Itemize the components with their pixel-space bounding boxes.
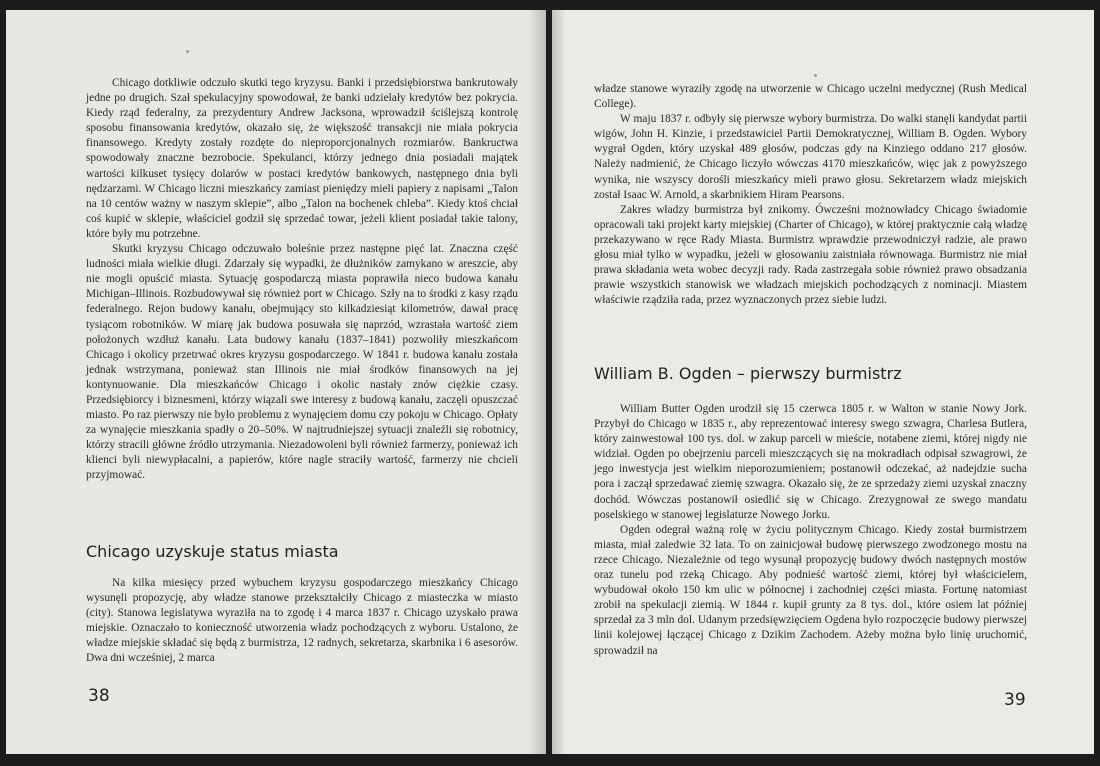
right-text-column	[594, 82, 1027, 308]
paragraph: władze stanowe wyraziły zgodę na utworzenie w Chicago uczelni medycznej (Rush Medical College).	[594, 83, 1027, 111]
right-text-column-bottom	[594, 402, 1027, 659]
speck	[186, 50, 189, 53]
gutter-shadow	[552, 10, 566, 754]
page-number: 38	[88, 686, 110, 706]
paragraph: Skutki kryzysu Chicago odczuwało boleśnie przez następne pięć lat. Znaczna część ludności miała wielkie długi. Zdarzały się wypadki, że dłużników zamykano w areszcie, aby nie mogli opuścić miasta. Sytuację gospodarczą miasta poprawiła nieco budowa kanału Michigan–Illinois. Rozbudowywał się również port w Chicago. Szły na to środki z kasy rządu federalnego. Rejon budowy kanału, obejmujący sto kilkadziesiąt kilometrów, dawał pracę tysiącom robotników. W miarę jak budowa posuwała się naprzód, wzrastała wartość ziem położonych wzdłuż kanału. Lata budowy kanału (1837–1841) pozwoliły mieszkańcom Chicago i okolicy przetrwać okres kryzysu gospodarczego. W 1841 r. budowa kanału została jednak wstrzymana, ponieważ stan Illinois nie miał środków finansowych na jej kontynuowanie. Dla mieszkańców Chicago i okolic nastały znów ciężkie czasy. Przedsiębiorcy i biznesmeni, którzy wiązali swe interesy z budową kanału, zaczęli opuszczać miasto. Po raz pierwszy nie było problemu z wynajęciem domu czy pokoju w Chicago. Opłaty za wynajęcie mieszkania spadły o 20–50%. W najtrudniejszej sytuacji znaleźli się robotnicy, którzy stracili główne źródło utrzymania. Niezadowoleni byli również farmerzy, ponieważ ich klienci byli niewypłacalni, a papierów, które nagle straciły wartość, farmerzy nie chcieli przyjmować.	[86, 243, 518, 482]
gutter-shadow	[528, 10, 546, 754]
paragraph: Chicago dotkliwie odczuło skutki tego kryzysu. Banki i przedsiębiorstwa bankrutowały jedne po drugich. Szał spekulacyjny spowodował, że banki udzielały kredytów bez pokrycia. Kiedy rząd federalny, za prezydentury Andrew Jacksona, wprowadził ściślejszą kontrolę sposobu finansowania kredytów, okazało się, że większość transakcji nie miała pokrycia finansowego. Kredyty zostały rozdęte do nieproporcjonalnych rozmiarów. Bankructwa spowodowały znaczne bezrobocie. Spekulanci, którzy jednego dnia posiadali majątek wartości kilkuset tysięcy dolarów w postaci kredytów bankowych, następnego dnia byli nędzarzami. W Chicago liczni mieszkańcy zamiast pieniędzy mieli papiery z napisami „Talon na 10 centów ważny w naszym sklepie”, albo „Talon na bochenek chleba”. Kiedy ktoś chciał coś kupić w sklepie, właściciel godził się sprzedać towar, jeżeli klient posiadał takie talony, które były mu potrzebne.	[86, 77, 518, 240]
paragraph: Zakres władzy burmistrza był znikomy. Ówcześni możnowładcy Chicago świadomie opracowali taki projekt karty miejskiej (Charter of Chicago), w której praktycznie całą władzę przekazywano w ręce Rady Miasta. Burmistrz wprawdzie przewodniczył radzie, ale prawo głosu miał tylko w wypadku, jeżeli w głosowaniu zaistniała równowaga. Burmistrz nie miał prawa składania weta wobec decyzji rady. Rada zastrzegała sobie również prawo obsadzania prawie wszystkich stanowisk we władzach miejskich pochodzących z nominacji. Miastem właściwie rządziła rada, przez wyznaczonych przez siebie ludzi.	[594, 203, 1027, 307]
paragraph: William Butter Ogden urodził się 15 czerwca 1805 r. w Walton w stanie Nowy Jork. Przybył do Chicago w 1835 r., aby reprezentować interesy swego szwagra, Charlesa Butlera, który zainwestował 100 tys. dol. w zakup parceli w mieście, notabene ziemi, której nigdy nie widział. Ogden po obejrzeniu parceli mieszczących się na mokradłach odpisał szwagrowi, że jego inwestycja jest wielkim nieporozumieniem; postanowił odczekać, aż nadejdzie sucha pora i zaczął sprzedawać ziemię szwagra. Okazało się, że ze sprzedaży ziemi uzyskał znaczny dochód. Wówczas postanowił osiedlić się w Chicago. Zrezygnował ze swego mandatu poselskiego w stanowej legislaturze Nowego Jorku.	[594, 403, 1027, 521]
paragraph: Ogden odegrał ważną rolę w życiu politycznym Chicago. Kiedy został burmistrzem miasta, miał zaledwie 32 lata. To on zainicjował budowę pierwszego zwodzonego mostu na rzece Chicago. Niezależnie od tego wysunął propozycję budowy dwóch następnych mostów oraz tunelu pod rzeką Chicago. Aby podnieść wartość ziemi, której był właścicielem, wybudował około 150 km ulic w północnej i zachodniej części miasta. Fortunę natomiast zrobił na spekulacji ziemią. W 1844 r. kupił grunty za 8 tys. dol., które osiem lat później sprzedał za 3 mln dol. Udanym przedsięwzięciem Ogdena było rozpoczęcie budowy pierwszej linii kolejowej łączącej Chicago z Dzikim Zachodem. Ażeby można było linię uruchomić, sprowadził na	[594, 523, 1027, 657]
section-heading: William B. Ogden – pierwszy burmistrz	[594, 364, 902, 383]
page-number: 39	[1004, 690, 1026, 710]
right-section	[594, 366, 1027, 381]
paragraph: Na kilka miesięcy przed wybuchem kryzysu gospodarczego mieszkańcy Chicago wysunęli propozycję, aby władze stanowe przekształciły Chicago z miasteczka w miasto (city). Stanowa legislatywa wyraziła na to zgodę i 4 marca 1837 r. Chicago uzyskało prawa miejskie. Oznaczało to konieczność utworzenia władz pochodzących z wyboru. Ustalono, że władze miejskie składać się będą z burmistrza, 12 radnych, sekretarza, skarbnika i 6 asesorów. Dwa dni wcześniej, 2 marca	[86, 577, 518, 665]
left-section	[86, 544, 518, 559]
left-text-column-bottom	[86, 576, 518, 667]
right-page	[552, 10, 1094, 754]
left-text-column	[86, 76, 518, 484]
paragraph: W maju 1837 r. odbyły się pierwsze wybory burmistrza. Do walki stanęli kandydat partii wigów, John H. Kinzie, i przedstawiciel Partii Demokratycznej, William B. Ogden. Wybory wygrał Ogden, który uzyskał 489 głosów, podczas gdy na Kinziego oddano 217 głosów. Należy nadmienić, że Chicago liczyło wówczas 4170 mieszkańców, więc jak z powyższego wynika, nie wszyscy dorośli mieszkańcy mieli prawo głosu. Sekretarzem władz miejskich został Isaac W. Arnold, a skarbnikiem Hiram Pearsons.	[594, 113, 1027, 201]
speck	[814, 74, 817, 77]
section-heading: Chicago uzyskuje status miasta	[86, 542, 339, 561]
left-page	[6, 10, 546, 754]
